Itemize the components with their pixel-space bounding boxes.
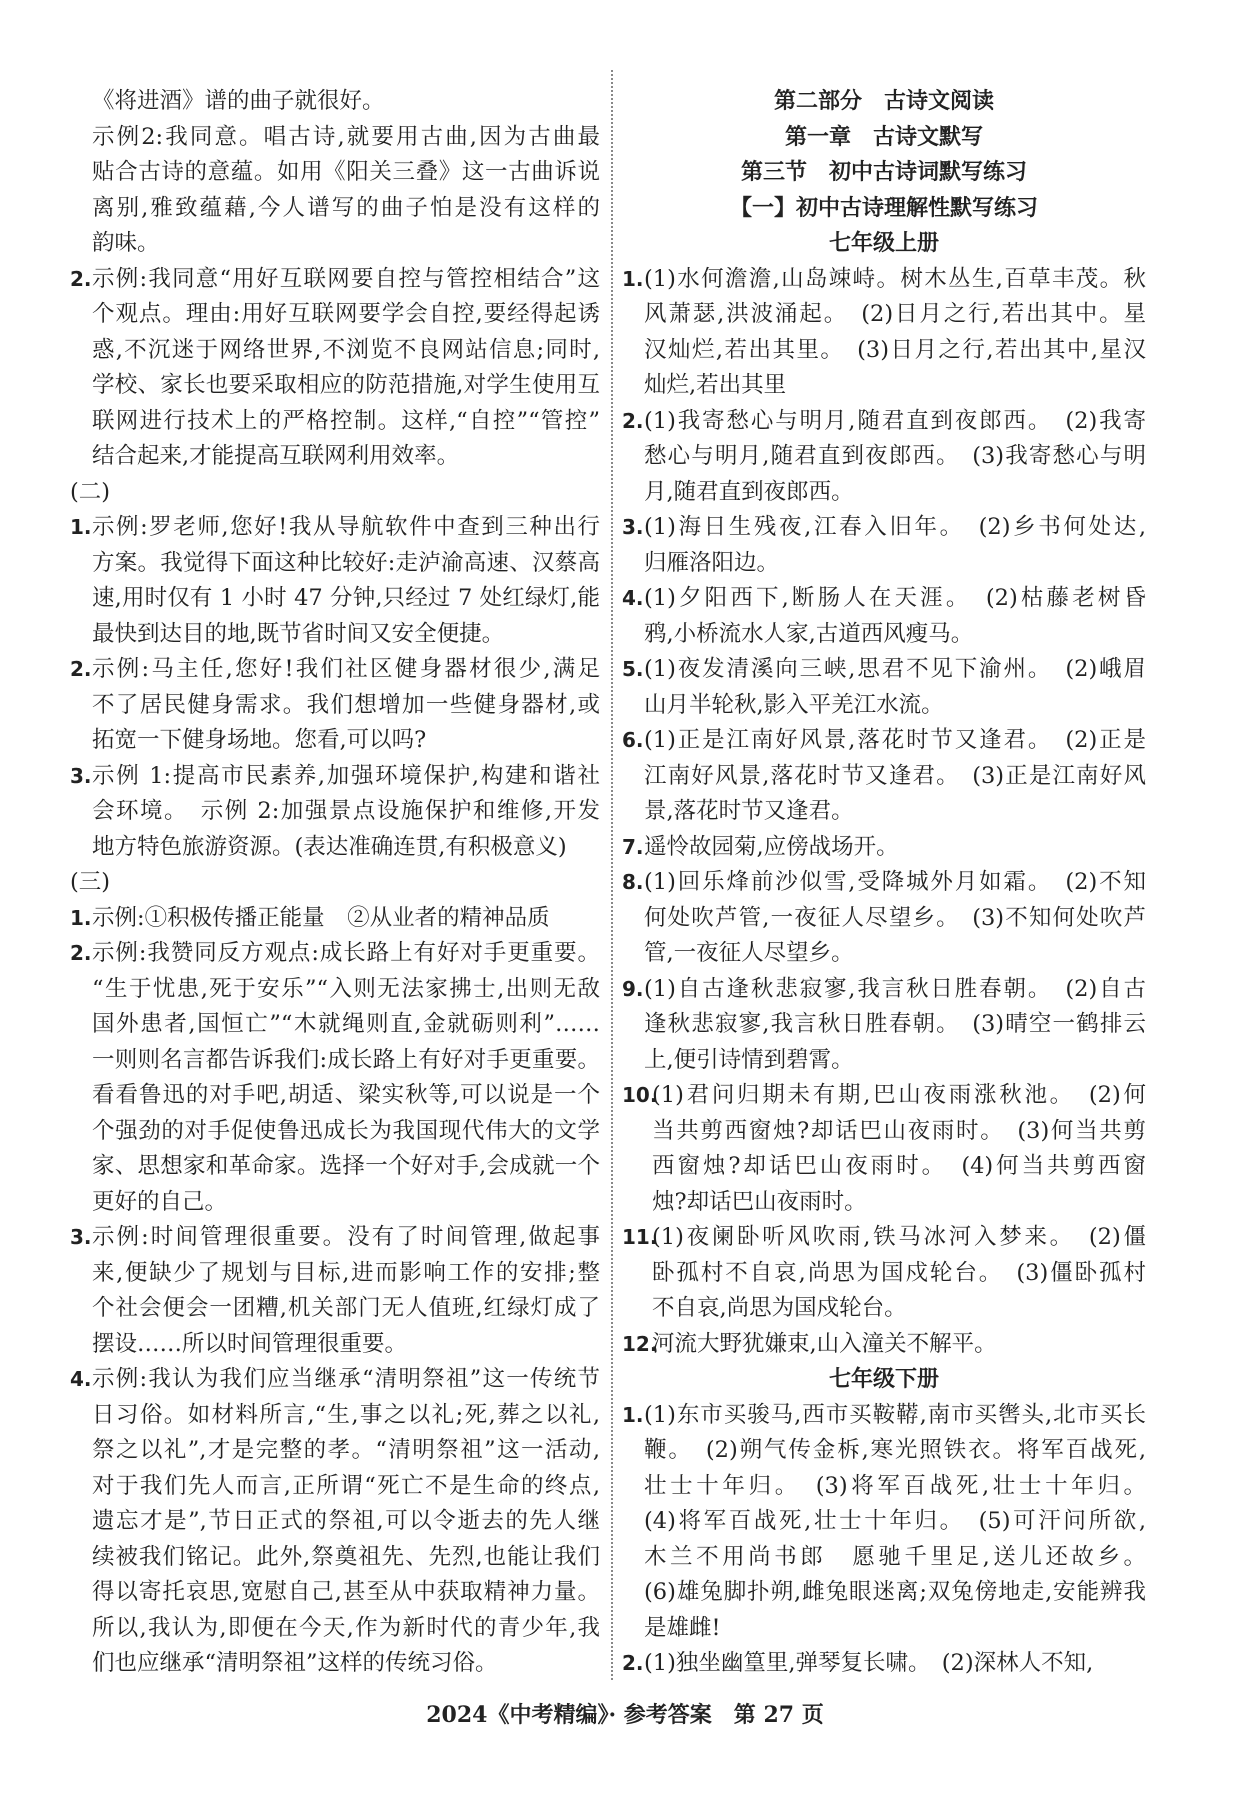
right-column xyxy=(622,84,1146,1682)
answer-item xyxy=(622,1398,1146,1647)
answer-item xyxy=(622,404,1146,511)
item-text xyxy=(92,1362,600,1682)
text-line: 结合起来,才能提高互联网利用效率。 xyxy=(92,443,460,469)
answer-item xyxy=(70,759,600,866)
text-line: 示例:马主任,您好!我们社区健身器材很少,满足 xyxy=(92,656,600,682)
section-title: 第二部分 古诗文阅读 xyxy=(773,89,994,114)
answer-item xyxy=(622,581,1146,652)
answer-item xyxy=(622,510,1146,581)
text-line: 汉灿烂,若出其里。 (3)日月之行,若出其中,星汉 xyxy=(644,336,1146,363)
text-line: 何处吹芦管,一夜征人尽望乡。 (3)不知何处吹芦 xyxy=(644,904,1146,931)
section-label: (三) xyxy=(70,869,111,895)
text-line: 《将进酒》谱的曲子就很好。 xyxy=(92,88,385,114)
text-line: 离别,雅致蕴藉,今人谱写的曲子怕是没有这样的 xyxy=(92,194,600,221)
item-number: 1. xyxy=(70,515,92,539)
item-number: 4. xyxy=(70,1367,92,1391)
text-line: 示例:我赞同反方观点:成长路上有好对手更重要。 xyxy=(92,940,600,966)
text-line: 西窗烛?却话巴山夜雨时。 (4)何当共剪西窗 xyxy=(652,1153,1146,1179)
text-line: (1)正是江南好风景,落花时节又逢君。 (2)正是 xyxy=(644,727,1146,753)
text-line: 个强劲的对手促使鲁迅成长为我国现代伟大的文学 xyxy=(92,1117,600,1144)
text-line: 烛?却话巴山夜雨时。 xyxy=(652,1188,867,1215)
answer-item xyxy=(70,262,600,475)
section-title: 第三节 初中古诗词默写练习 xyxy=(740,160,1027,185)
item-text xyxy=(92,936,600,1220)
answer-item xyxy=(622,1646,1146,1682)
text-line: 摆设……所以时间管理很重要。 xyxy=(92,1330,408,1357)
text-line: 国外患者,国恒亡”“木就绳则直,金就砺则利”…… xyxy=(92,1011,600,1037)
text-line: 是雄雌! xyxy=(644,1614,721,1641)
item-number: 9. xyxy=(622,976,644,1001)
text-line: 方案。我觉得下面这种比较好:走泸渝高速、汉蔡高 xyxy=(92,549,600,576)
text-line: 最快到达目的地,既节省时间又安全便捷。 xyxy=(92,620,505,647)
item-number: 7. xyxy=(622,834,644,859)
text-line: 壮士十年归。 (3)将军百战死,壮士十年归。 xyxy=(644,1472,1146,1499)
item-text xyxy=(644,723,1146,830)
item-text xyxy=(92,1220,600,1362)
item-text xyxy=(652,1220,1146,1327)
item-text xyxy=(644,830,1146,866)
item-number: 6. xyxy=(622,728,644,752)
text-line: 惑,不沉迷于网络世界,不浏览不良网站信息;同时, xyxy=(92,336,600,363)
section-label: (二) xyxy=(70,478,111,505)
text-line: 地方特色旅游资源。(表达准确连贯,有积极意义) xyxy=(92,833,567,860)
section-title: 第一章 古诗文默写 xyxy=(784,124,983,150)
text-line: 当共剪西窗烛?却话巴山夜雨时。 (3)何当共剪 xyxy=(652,1117,1146,1144)
item-text xyxy=(92,901,600,937)
text-line: (1)独坐幽篁里,弹琴复长啸。 (2)深林人不知, xyxy=(644,1650,1094,1676)
item-number: 3. xyxy=(70,763,92,788)
item-number: 5. xyxy=(622,657,644,681)
text-line: 月,随君直到夜郎西。 xyxy=(644,478,854,505)
text-line: 示例 1:提高市民素养,加强环境保护,构建和谐社 xyxy=(92,762,600,789)
section-title: 七年级上册 xyxy=(828,231,939,256)
item-text xyxy=(644,972,1146,1079)
text-line: 不了居民健身需求。我们想增加一些健身器材,或 xyxy=(92,691,600,718)
answer-item xyxy=(622,972,1146,1079)
section-title: 【一】初中古诗理解性默写练习 xyxy=(729,195,1038,221)
text-line: (6)雄兔脚扑朔,雌兔眼迷离;双兔傍地走,安能辨我 xyxy=(644,1579,1146,1605)
text-line: 贴合古诗的意蕴。如用《阳关三叠》这一古曲诉说 xyxy=(92,159,600,185)
text-line: 河流大野犹嫌束,山入潼关不解平。 xyxy=(652,1330,997,1357)
text-line: 示例:时间管理很重要。没有了时间管理,做起事 xyxy=(92,1224,600,1250)
text-line: 鞭。 (2)朔气传金柝,寒光照铁衣。将军百战死, xyxy=(644,1437,1146,1463)
item-number: 2. xyxy=(622,408,644,433)
text-line: 个观点。理由:用好互联网要学会自控,要经得起诱 xyxy=(92,301,600,327)
answer-item xyxy=(622,830,1146,866)
text-line: (4)将军百战死,壮士十年归。 (5)可汗问所欲, xyxy=(644,1508,1146,1534)
text-line: (1)我寄愁心与明月,随君直到夜郎西。 (2)我寄 xyxy=(644,407,1146,434)
text-line: 卧孤村不自哀,尚思为国戍轮台。 (3)僵卧孤村 xyxy=(652,1259,1146,1286)
item-number: 10. xyxy=(622,1083,658,1107)
text-line: (1)夜阑卧听风吹雨,铁马冰河入梦来。 (2)僵 xyxy=(652,1224,1146,1250)
item-text xyxy=(644,1646,1146,1682)
item-number: 4. xyxy=(622,586,644,610)
text-line: 示例2:我同意。唱古诗,就要用古曲,因为古曲最 xyxy=(92,123,600,150)
item-text xyxy=(92,759,600,866)
text-line: 速,用时仅有 1 小时 47 分钟,只经过 7 处红绿灯,能 xyxy=(92,585,600,611)
text-line: 示例:我认为我们应当继承“清明祭祖”这一传统节 xyxy=(92,1366,600,1392)
item-number: 2. xyxy=(70,941,92,965)
answer-item xyxy=(70,652,600,759)
item-number: 2. xyxy=(622,1651,644,1675)
text-line: 示例:罗老师,您好!我从导航软件中查到三种出行 xyxy=(92,514,600,540)
text-line: 逢秋悲寂寥,我言秋日胜春朝。 (3)晴空一鹤排云 xyxy=(644,1011,1146,1037)
text-line: 会环境。 示例 2:加强景点设施保护和维修,开发 xyxy=(92,798,600,824)
text-line: 上,便引诗情到碧霄。 xyxy=(644,1046,854,1073)
text-line: 愁心与明月,随君直到夜郎西。 (3)我寄愁心与明 xyxy=(644,443,1146,469)
text-line: 一则则名言都告诉我们:成长路上有好对手更重要。 xyxy=(92,1046,600,1073)
item-number: 12. xyxy=(622,1331,658,1356)
answer-item xyxy=(70,510,600,652)
text-line: 不自哀,尚思为国戍轮台。 xyxy=(652,1295,907,1321)
item-text xyxy=(644,865,1146,972)
page-footer: 2024《中考精编》· 参考答案 第 27 页 xyxy=(426,1702,824,1728)
answer-item xyxy=(622,1078,1146,1220)
item-text xyxy=(644,581,1146,652)
text-line: “生于忧患,死于安乐”“入则无法家拂士,出则无敌 xyxy=(92,975,600,1002)
answer-item xyxy=(622,723,1146,830)
item-number: 3. xyxy=(622,515,644,539)
item-text xyxy=(644,1398,1146,1647)
item-number: 1. xyxy=(622,1402,644,1427)
item-text xyxy=(652,1327,1146,1363)
left-column xyxy=(70,84,600,1682)
item-text xyxy=(644,652,1146,723)
text-line: 续被我们铭记。此外,祭奠祖先、先烈,也能让我们 xyxy=(92,1543,600,1570)
text-line: 得以寄托哀思,宽慰自己,甚至从中获取精神力量。 xyxy=(92,1579,600,1605)
text-line: 灿烂,若出其里 xyxy=(644,372,787,398)
text-line: 遥怜故园菊,应傍战场开。 xyxy=(644,833,899,860)
item-text xyxy=(644,262,1146,404)
answer-item xyxy=(622,262,1146,404)
text-line: 管,一夜征人尽望乡。 xyxy=(644,940,854,966)
text-line: 所以,我认为,即便在今天,作为新时代的青少年,我 xyxy=(92,1614,600,1641)
text-line: 鸦,小桥流水人家,古道西风瘦马。 xyxy=(644,620,974,647)
text-line: 日习俗。如材料所言,“生,事之以礼;死,葬之以礼, xyxy=(92,1401,600,1428)
answer-item xyxy=(70,1362,600,1682)
text-line: 对于我们先人而言,正所谓“死亡不是生命的终点, xyxy=(92,1472,600,1499)
text-line: 示例:①积极传播正能量 ②从业者的精神品质 xyxy=(92,904,550,931)
item-text xyxy=(644,510,1146,581)
text-line: 韵味。 xyxy=(92,230,160,256)
text-line: (1)海日生残夜,江春入旧年。 (2)乡书何处达, xyxy=(644,514,1146,540)
answer-item xyxy=(70,901,600,937)
answer-item xyxy=(622,1220,1146,1327)
text-line: 拓宽一下健身场地。您看,可以吗? xyxy=(92,727,427,753)
text-line: 风萧瑟,洪波涌起。 (2)日月之行,若出其中。星 xyxy=(644,301,1146,327)
text-line: 山月半轮秋,影入平羌江水流。 xyxy=(644,691,944,718)
text-line: 归雁洛阳边。 xyxy=(644,549,780,576)
text-line: 江南好风景,落花时节又逢君。 (3)正是江南好风 xyxy=(644,762,1146,789)
text-line: 木兰不用尚书郎 愿驰千里足,送儿还故乡。 xyxy=(644,1543,1146,1570)
text-line: 联网进行技术上的严格控制。这样,“自控”“管控” xyxy=(92,407,600,434)
item-text xyxy=(92,262,600,475)
item-number: 2. xyxy=(70,266,92,291)
section-title: 七年级下册 xyxy=(828,1367,939,1392)
continued-text xyxy=(70,120,600,262)
text-line: (1)东市买骏马,西市买鞍鞯,南市买辔头,北市买长 xyxy=(644,1401,1146,1428)
text-line: (1)夕阳西下,断肠人在天涯。 (2)枯藤老树昏 xyxy=(644,585,1146,611)
text-line: 家、思想家和革命家。选择一个好对手,会成就一个 xyxy=(92,1153,600,1179)
text-line: 们也应继承“清明祭祖”这样的传统习俗。 xyxy=(92,1650,498,1676)
text-line: 看看鲁迅的对手吧,胡适、梁实秋等,可以说是一个 xyxy=(92,1082,600,1108)
answer-item xyxy=(70,1220,600,1362)
text-line: 来,便缺少了规划与目标,进而影响工作的安排;整 xyxy=(92,1259,600,1286)
item-number: 11. xyxy=(622,1225,658,1249)
item-number: 1. xyxy=(622,266,644,291)
text-line: 学校、家长也要采取相应的防范措施,对学生使用互 xyxy=(92,372,600,398)
text-line: (1)夜发清溪向三峡,思君不见下渝州。 (2)峨眉 xyxy=(644,656,1146,682)
item-text xyxy=(92,652,600,759)
text-line: 遗忘才是”,节日正式的祭祖,可以令逝去的先人继 xyxy=(92,1508,600,1534)
text-line: 祭之以礼”,才是完整的孝。“清明祭祖”这一活动, xyxy=(92,1437,600,1463)
answer-item xyxy=(622,865,1146,972)
text-line: (1)回乐烽前沙似雪,受降城外月如霜。 (2)不知 xyxy=(644,869,1146,895)
answer-item xyxy=(622,652,1146,723)
item-number: 1. xyxy=(70,905,92,930)
answer-item xyxy=(70,936,600,1220)
text-line: (1)自古逢秋悲寂寥,我言秋日胜春朝。 (2)自古 xyxy=(644,975,1146,1002)
text-line: 景,落花时节又逢君。 xyxy=(644,798,854,824)
item-number: 2. xyxy=(70,657,92,681)
item-text xyxy=(92,510,600,652)
answer-item xyxy=(622,1327,1146,1363)
column-divider xyxy=(611,70,613,1680)
text-line: (1)君问归期未有期,巴山夜雨涨秋池。 (2)何 xyxy=(652,1082,1146,1108)
continued-text xyxy=(70,84,600,120)
text-line: 个社会便会一团糟,机关部门无人值班,红绿灯成了 xyxy=(92,1295,600,1321)
text-line: 示例:我同意“用好互联网要自控与管控相结合”这 xyxy=(92,265,600,292)
item-number: 8. xyxy=(622,870,644,894)
item-text xyxy=(644,404,1146,511)
text-line: (1)水何澹澹,山岛竦峙。树木丛生,百草丰茂。秋 xyxy=(644,265,1146,292)
item-number: 3. xyxy=(70,1225,92,1249)
text-line: 更好的自己。 xyxy=(92,1188,228,1215)
item-text xyxy=(652,1078,1146,1220)
